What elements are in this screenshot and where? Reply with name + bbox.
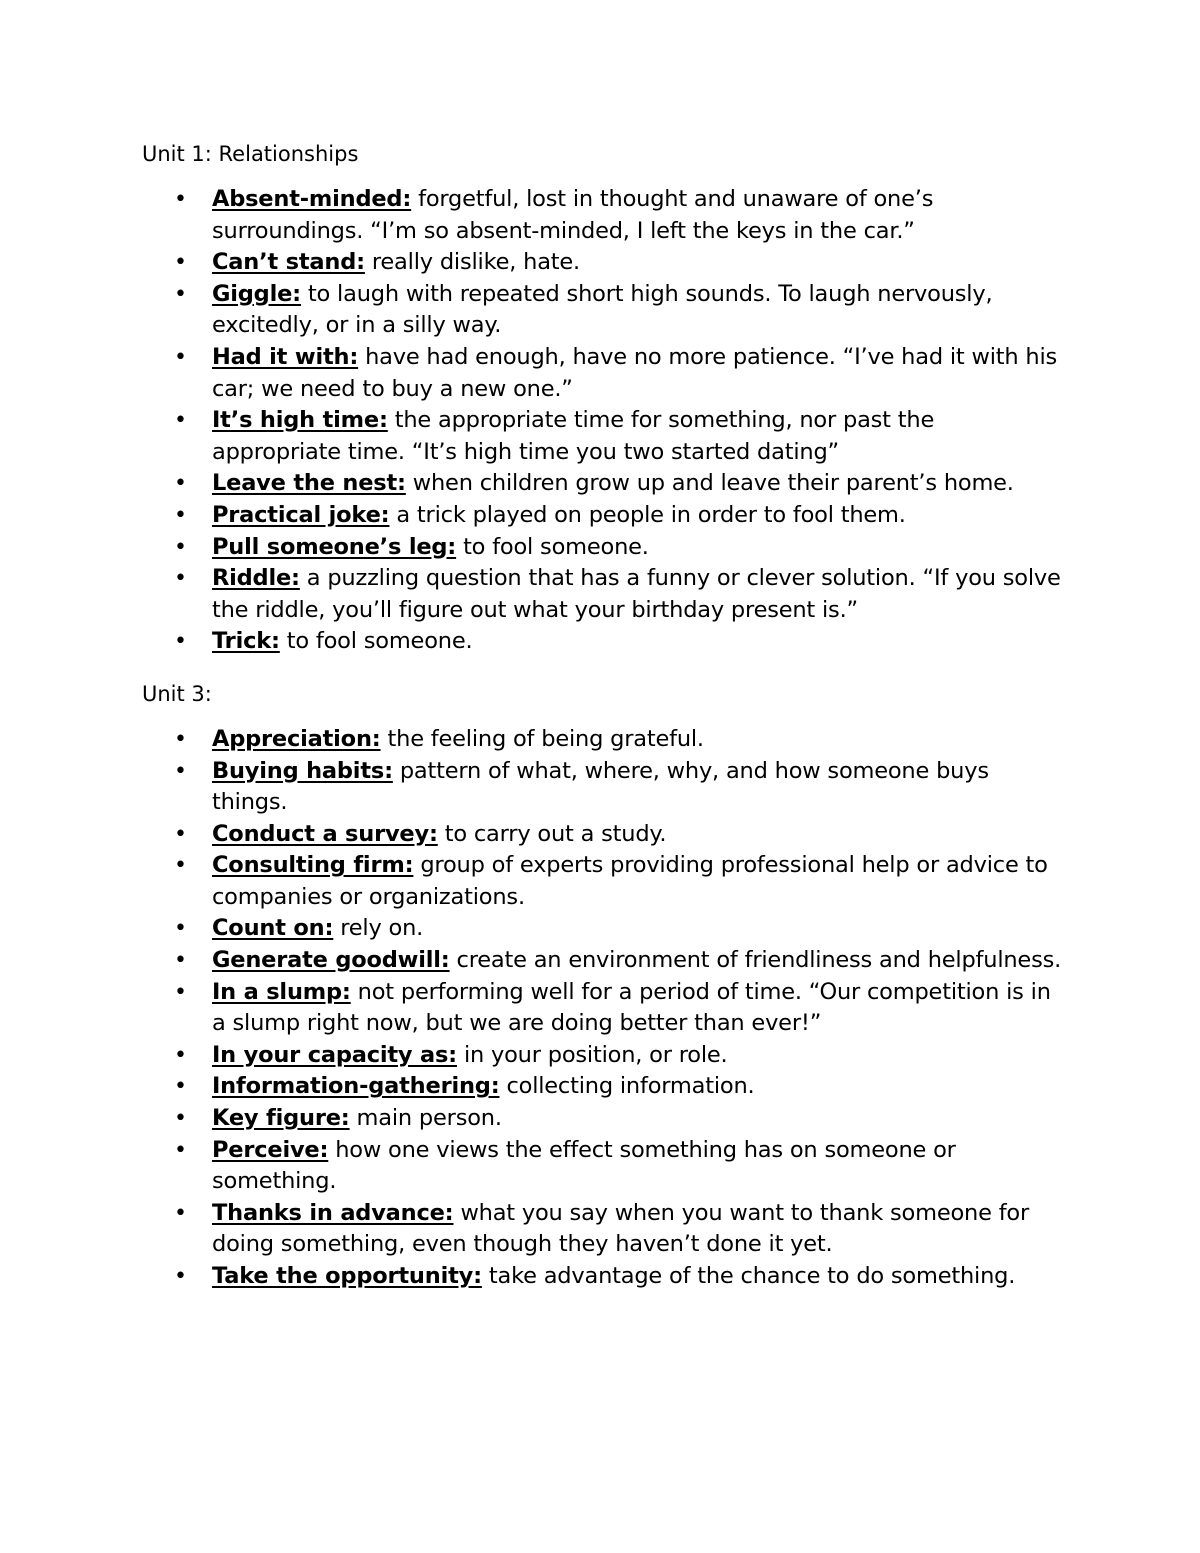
bullet-icon: • — [174, 408, 187, 434]
term: Appreciation: — [212, 725, 381, 752]
bullet-icon: • — [174, 1200, 187, 1226]
list-item — [142, 626, 1062, 658]
term: It’s high time: — [212, 407, 388, 434]
list-item — [142, 468, 1062, 500]
list-item — [142, 850, 1062, 913]
bullet-icon: • — [174, 566, 187, 592]
term: Conduct a survey: — [212, 820, 438, 847]
definition: the appropriate time for something, nor past the appropriate time. “It’s high time you two started dating” — [212, 407, 935, 465]
vocab-list — [142, 184, 1062, 658]
list-item — [142, 819, 1062, 851]
definition: pattern of what, where, why, and how someone buys things. — [212, 757, 989, 816]
list-item — [142, 913, 1062, 945]
bullet-icon: • — [174, 916, 187, 942]
term: Leave the nest: — [212, 470, 406, 497]
bullet-icon: • — [174, 1042, 187, 1068]
definition: group of experts providing professional help or advice to companies or organizations. — [212, 852, 1048, 910]
list-item — [142, 342, 1062, 405]
definition: to fool someone. — [286, 628, 473, 655]
definition: in your position, or role. — [463, 1041, 728, 1068]
term: Count on: — [212, 915, 334, 942]
definition: forgetful, lost in thought and unaware of one’s surroundings. “I’m so absent-minded, I left the keys in the car.” — [212, 186, 934, 244]
bullet-icon: • — [174, 821, 187, 847]
term: Absent-minded: — [212, 186, 412, 212]
term: Buying habits: — [212, 757, 393, 784]
definition: not performing well for a period of time. “Our competition is in a slump right now, but we are doing better than ever!” — [212, 978, 1051, 1037]
list-item — [142, 724, 1062, 756]
term: Thanks in advance: — [212, 1199, 454, 1226]
list-item — [142, 1071, 1062, 1103]
bullet-icon: • — [174, 281, 187, 307]
term: Consulting firm: — [212, 852, 414, 879]
definition: when children grow up and leave their parent’s home. — [412, 470, 1014, 497]
term: In your capacity as: — [212, 1041, 457, 1068]
definition: to carry out a study. — [444, 820, 667, 847]
definition: a trick played on people in order to fool them. — [396, 501, 906, 528]
term: Had it with: — [212, 343, 359, 370]
bullet-icon: • — [174, 758, 187, 784]
bullet-icon: • — [174, 471, 187, 497]
unit-heading: Unit 1: Relationships — [142, 142, 359, 166]
definition: the feeling of being grateful. — [387, 725, 704, 752]
term: Perceive: — [212, 1136, 329, 1163]
term: Key figure: — [212, 1105, 350, 1132]
term: In a slump: — [212, 978, 351, 1005]
definition: collecting information. — [506, 1073, 755, 1100]
list-item — [142, 532, 1062, 564]
list-item — [142, 1198, 1062, 1261]
term: Can’t stand: — [212, 249, 365, 276]
list-item — [142, 1103, 1062, 1135]
definition: main person. — [356, 1105, 502, 1132]
bullet-icon: • — [174, 948, 187, 974]
list-item — [142, 279, 1062, 342]
bullet-icon: • — [174, 1106, 187, 1132]
bullet-icon: • — [174, 726, 187, 752]
bullet-icon: • — [174, 250, 187, 276]
list-item — [142, 563, 1062, 626]
list-item — [142, 1040, 1062, 1072]
bullet-icon: • — [174, 344, 187, 370]
unit-heading: Unit 3: — [142, 681, 212, 706]
bullet-icon: • — [174, 853, 187, 879]
definition: to fool someone. — [463, 533, 649, 560]
term: Riddle: — [212, 565, 300, 592]
list-item — [142, 247, 1062, 279]
bullet-icon: • — [174, 1264, 187, 1289]
list-item — [142, 500, 1062, 532]
term: Practical joke: — [212, 501, 390, 528]
definition: create an environment of friendliness and helpfulness. — [456, 947, 1062, 974]
bullet-icon: • — [174, 187, 187, 212]
term: Giggle: — [212, 280, 301, 307]
bullet-icon: • — [174, 1137, 187, 1163]
list-item — [142, 945, 1062, 977]
term: Generate goodwill: — [212, 947, 450, 974]
definition: to laugh with repeated short high sounds. To laugh nervously, excitedly, or in a silly way. — [212, 280, 993, 339]
document-page — [142, 138, 1062, 1293]
list-item — [142, 184, 1062, 247]
definition: rely on. — [340, 915, 424, 942]
definition: really dislike, hate. — [371, 249, 581, 276]
term: Take the opportunity: — [212, 1263, 482, 1289]
bullet-icon: • — [174, 629, 187, 655]
definition: a puzzling question that has a funny or clever solution. “If you solve the riddle, you’ll figure out what your birthday present is.” — [212, 565, 1061, 623]
bullet-icon: • — [174, 979, 187, 1005]
term: Information-gathering: — [212, 1073, 500, 1100]
list-item — [142, 1135, 1062, 1198]
bullet-icon: • — [174, 502, 187, 528]
bullet-icon: • — [174, 534, 187, 560]
list-item — [142, 405, 1062, 468]
term: Trick: — [212, 628, 280, 655]
definition: how one views the effect something has on someone or something. — [212, 1136, 956, 1195]
vocab-list — [142, 724, 1062, 1293]
list-item — [142, 977, 1062, 1040]
definition: take advantage of the chance to do something. — [488, 1263, 1016, 1289]
list-item — [142, 756, 1062, 819]
list-item — [142, 1261, 1062, 1293]
term: Pull someone’s leg: — [212, 533, 457, 560]
definition: have had enough, have no more patience. “I’ve had it with his car; we need to buy a new one.” — [212, 343, 1058, 402]
bullet-icon: • — [174, 1074, 187, 1100]
definition: what you say when you want to thank someone for doing something, even though they haven’t done it yet. — [212, 1199, 1030, 1258]
